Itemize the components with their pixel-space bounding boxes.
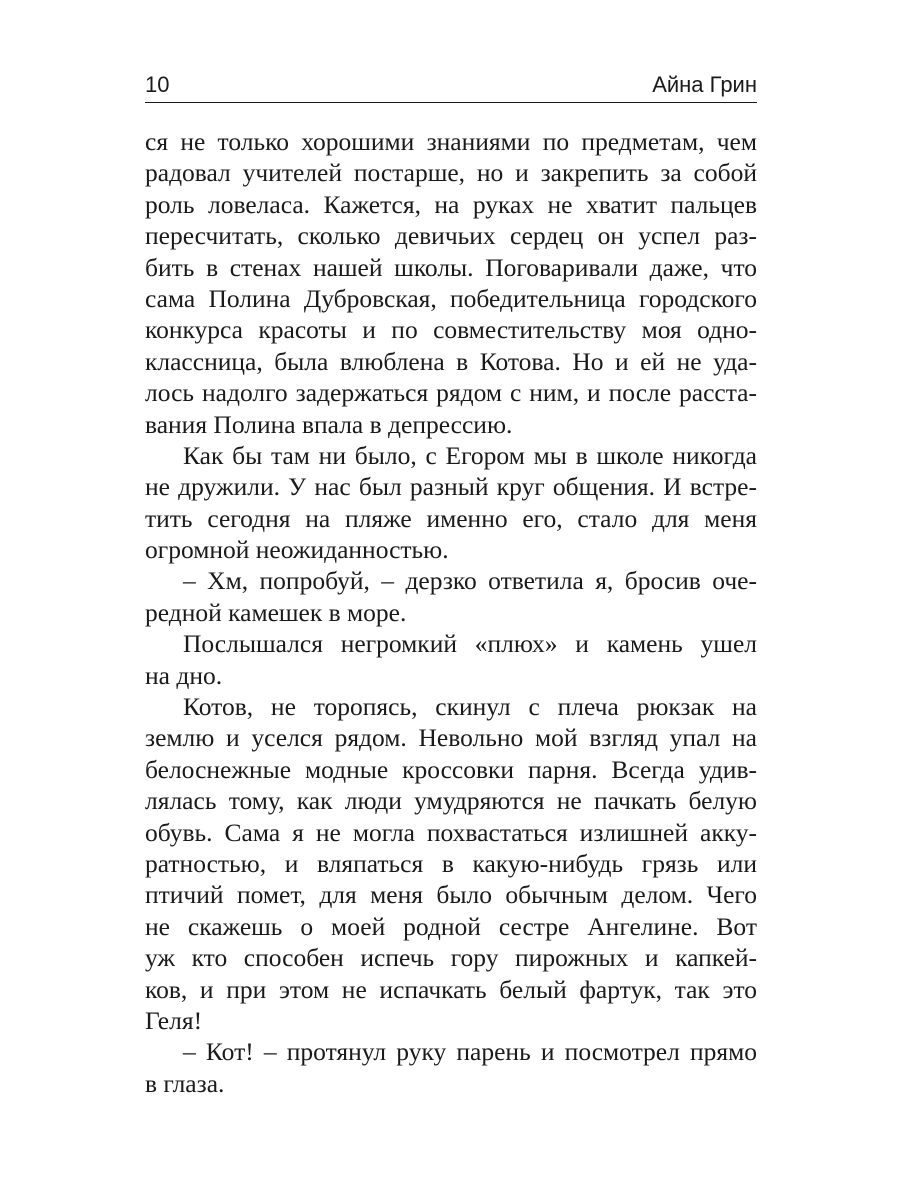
text-line: белоснежные модные кроссовки парня. Всегда удив- [145,754,757,784]
text-line: не скажешь о моей родной сестре Ангелине. Вот [145,911,757,941]
text-line: не дружили. У нас был разный круг общения. И встре- [145,472,757,502]
text-line: Котов, не торопясь, скинул с плеча рюкзак на [183,692,757,722]
running-head-author: Айна Грин [652,72,757,97]
text-line: лялась тому, как люди умудряются не пачкать белую [145,786,757,816]
text-line: землю и уселся рядом. Невольно мой взгляд упал на [145,723,757,753]
text-line: конкурса красоты и по совместительству моя одно- [145,315,757,345]
text-line: ратностью, и вляпаться в какую-нибудь грязь или [145,848,757,878]
text-line: классница, была влюблена в Котова. Но и ей не уда- [145,346,757,376]
text-line: огромной неожиданностью. [145,535,449,565]
text-line: ся не только хорошими знаниями по предметам, чем [145,127,757,156]
text-line: – Кот! – протянул руку парень и посмотрел прямо [183,1037,757,1067]
text-line: Геля! [145,1005,203,1035]
text-line: Как бы там ни было, с Егором мы в школе никогда [183,440,757,470]
page-number: 10 [145,72,170,97]
text-line: лось надолго задержаться рядом с ним, и после расста- [145,378,757,408]
text-line: птичий помет, для меня было обычным делом. Чего [145,880,757,910]
text-line: обувь. Сама я не могла похвастаться излишней акку- [145,817,757,847]
text-line: вания Полина впала в депрессию. [145,409,513,439]
text-line: пересчитать, сколько девичьих сердец он успел раз- [145,221,757,251]
text-line: редной камешек в море. [145,597,407,627]
text-line: Послышался негромкий «плюх» и камень ушел [183,629,757,659]
text-line: роль ловеласа. Кажется, на руках не хватит пальцев [145,189,757,219]
text-line: в глаза. [145,1068,225,1098]
text-line: тить сегодня на пляже именно его, стало для меня [145,503,757,533]
text-line: радовал учителей постарше, но и закрепить за собой [145,158,757,188]
text-line: на дно. [145,660,223,690]
text-line: ков, и при этом не испачкать белый фартук, так это [145,974,757,1004]
text-line: – Хм, попробуй, – дерзко ответила я, бросив оче- [183,566,757,596]
text-line: бить в стенах нашей школы. Поговаривали даже, что [145,252,757,282]
text-line: уж кто способен испечь гору пирожных и капкей- [145,943,757,973]
page-header [145,70,757,103]
body-text [145,126,757,1099]
text-line: сама Полина Дубровская, победительница городского [145,283,757,313]
